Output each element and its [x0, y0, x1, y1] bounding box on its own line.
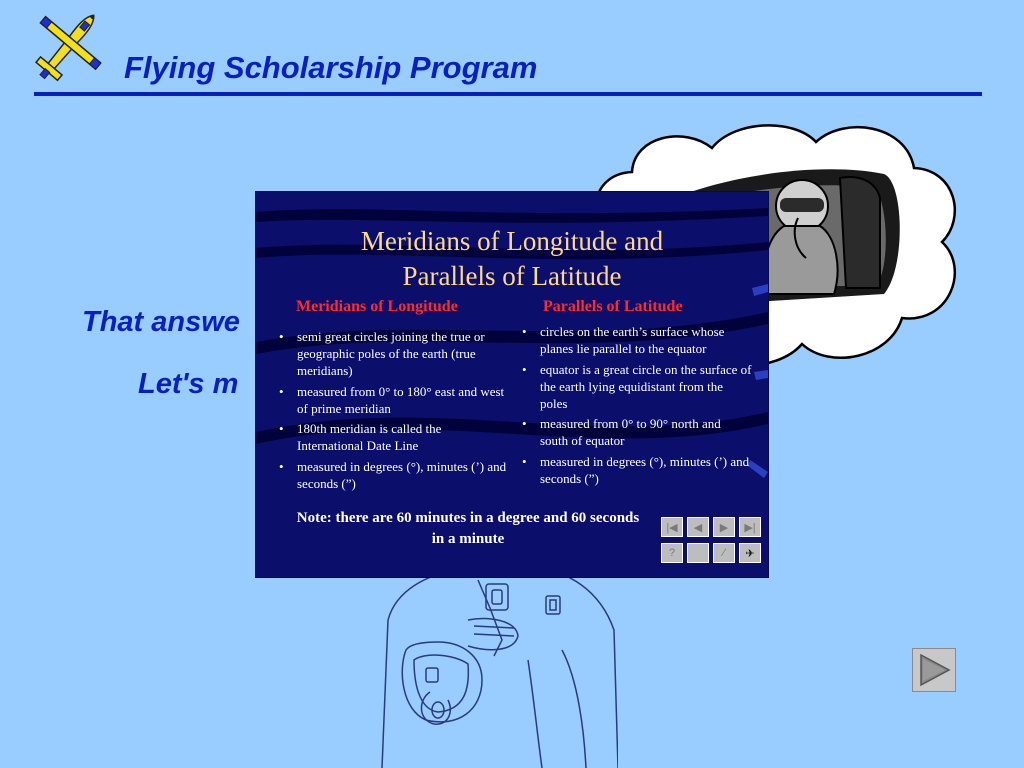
next-page-button[interactable] — [912, 648, 956, 692]
slide-nav-buttons — [661, 516, 761, 566]
last-icon: ▶| — [744, 521, 756, 534]
lesson-slide-popup — [256, 192, 768, 577]
parallels-heading: Parallels of Latitude — [543, 298, 683, 315]
continue-text: Let's m — [138, 368, 239, 400]
list-item: • circles on the earth’s surface whose planes lie parallel to the equator — [520, 323, 752, 357]
airplane-icon: ✈ — [745, 547, 755, 560]
list-item: • 180th meridian is called the International Date Line — [277, 420, 507, 454]
blank-button[interactable] — [687, 543, 709, 563]
home-button[interactable] — [739, 543, 761, 563]
previous-slide-button[interactable] — [687, 517, 709, 537]
parallels-list — [520, 323, 752, 490]
first-slide-button[interactable] — [661, 517, 683, 537]
next-icon: ▶ — [719, 521, 729, 534]
previous-icon: ◀ — [693, 521, 703, 534]
meridians-heading: Meridians of Longitude — [296, 298, 458, 315]
edit-button[interactable] — [713, 543, 735, 563]
popup-title-line1: Meridians of Longitude and — [360, 226, 664, 256]
answer-text: That answe — [82, 306, 240, 338]
next-slide-button[interactable] — [713, 517, 735, 537]
popup-title — [256, 224, 768, 294]
list-item: • measured from 0° to 90° north and south of equator — [520, 415, 752, 449]
pencil-icon: ⁄ — [723, 547, 725, 559]
page-title: Flying Scholarship Program — [124, 50, 538, 85]
first-icon: |◀ — [666, 521, 678, 534]
play-arrow-icon — [917, 653, 951, 687]
help-button[interactable] — [661, 543, 683, 563]
title-divider — [34, 92, 982, 96]
list-item: • semi great circles joining the true or geographic poles of the earth (true meridians) — [277, 328, 507, 379]
list-item: • measured from 0° to 180° east and west of prime meridian — [277, 383, 507, 417]
help-icon: ? — [668, 547, 676, 559]
list-item: • measured in degrees (°), minutes (’) and seconds (”) — [277, 458, 507, 492]
airplane-logo-icon — [26, 4, 110, 88]
list-item: • equator is a great circle on the surface of the earth lying equidistant from the poles — [520, 361, 752, 412]
pilot-with-helmet-illustration — [378, 560, 618, 768]
last-slide-button[interactable] — [739, 517, 761, 537]
list-item: • measured in degrees (°), minutes (’) and seconds (”) — [520, 453, 752, 487]
note-text: Note: there are 60 minutes in a degree and 60 seconds in a minute — [296, 510, 640, 547]
popup-title-line2: Parallels of Latitude — [402, 261, 622, 291]
meridians-list — [277, 328, 507, 495]
